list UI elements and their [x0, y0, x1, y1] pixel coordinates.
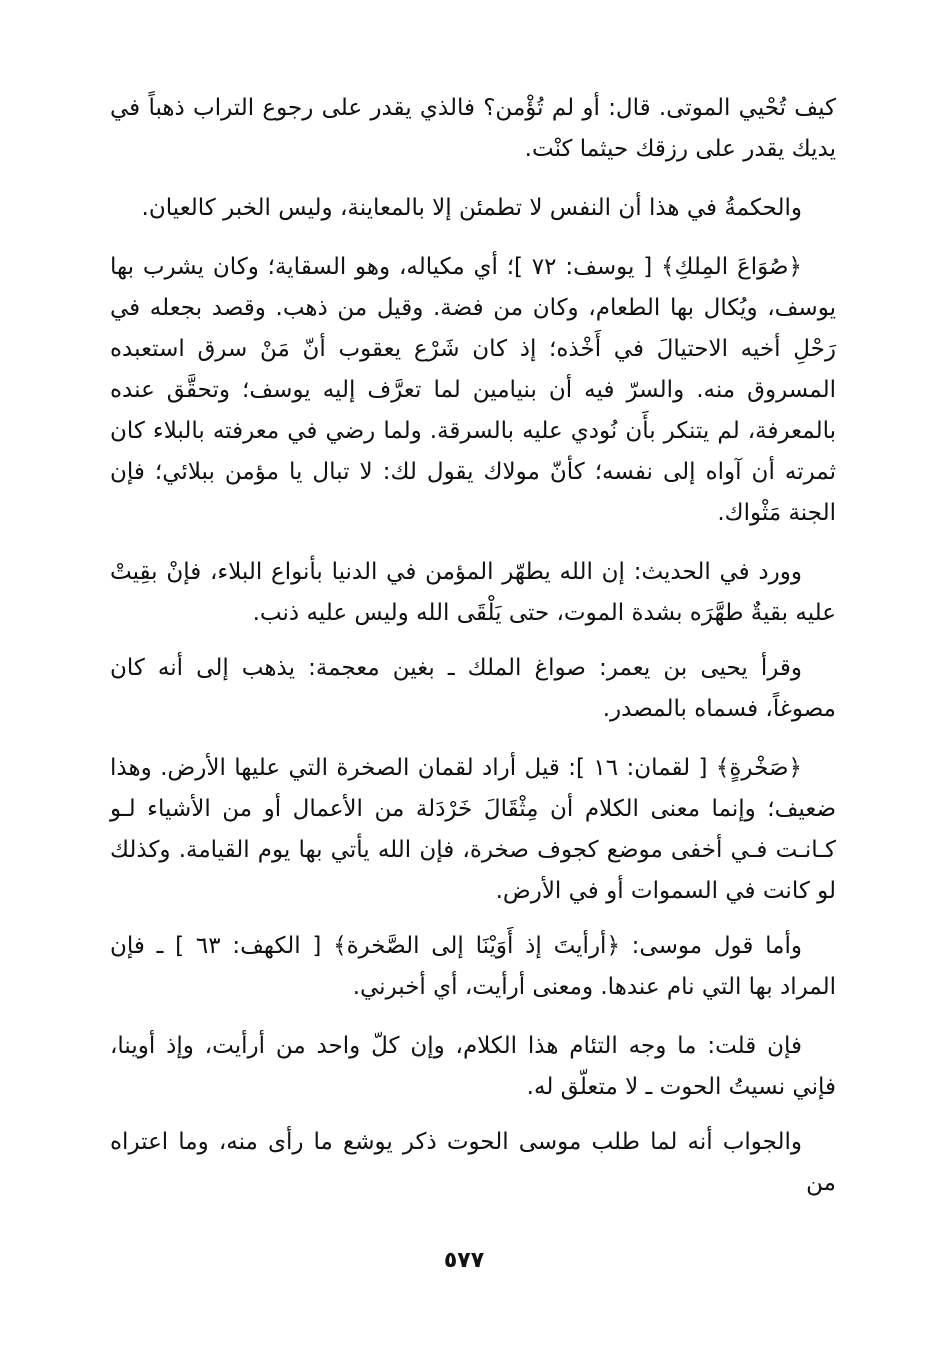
paragraph-4: وورد في الحديث: إن الله يطهّر المؤمن في الدنيا بأنواع البلاء، فإنْ بقِيتْ عليه بقيةٌ طهَّرَه بشدة الموت، حتى يَلْقَى الله وليس عليه ذنب.: [110, 559, 836, 626]
page-body-text: [110, 88, 836, 1222]
paragraph-6: ﴿صَخْرةٍ﴾ [ لقمان: ١٦ ]: قيل أراد لقمان الصخرة التي عليها الأرض. وهذا ضعيف؛ وإنما معنى الكلام أن مِثْقَالَ خَرْدَلة من الأعمال أو من الأشياء لـو كـانـت فـي أخفى موضع كجوف صخرة، فإن الله يأتي بها يوم القيامة. وكذلك لو كانت في السموات أو في الأرض.: [110, 755, 836, 904]
paragraph-7: وأما قول موسى: ﴿أرأيتَ إذ أَوَيْنَا إلى الصَّخرة﴾ [ الكهف: ٦٣ ] ـ فإن المراد بها التي نام عندها. ومعنى أرأيت، أي أخبرني.: [110, 933, 836, 1000]
paragraph-8: فإن قلت: ما وجه التئام هذا الكلام، وإن كلّ واحد من أرأيت، وإذ أوينا، فإني نسيتُ الحوت ـ لا متعلّق له.: [110, 1033, 836, 1100]
paragraph-5: وقرأ يحيى بن يعمر: صواغ الملك ـ بغين معجمة: يذهب إلى أنه كان مصوغاً، فسماه بالمصدر.: [110, 655, 836, 722]
paragraph-3: ﴿صُوَاعَ المِلكِ﴾ [ يوسف: ٧٢ ]؛ أي مكياله، وهو السقاية؛ وكان يشرب بها يوسف، ويُكال بها الطعام، وكان من فضة. وقيل من ذهب. وقصد بجعله في رَحْلِ أخيه الاحتيالَ في أَخْذه؛ إذ كان شَرْع يعقوب أنّ مَنْ سرق استعبده المسروق منه. والسرّ فيه أن بنيامين لما تعرَّف إليه يوسف؛ وتحقَّق عنده بالمعرفة، لم يتنكر بأَن نُودي عليه بالسرقة. ولما رضي في معرفته بالبلاء كان ثمرته أن آواه إلى نفسه؛ كأنّ مولاك يقول لك: لا تبال يا مؤمن ببلائي؛ فإن الجنة مَثْواك.: [110, 254, 836, 526]
paragraph-2: والحكمةُ في هذا أن النفس لا تطمئن إلا بالمعاينة، وليس الخبر كالعيان.: [141, 195, 802, 221]
paragraph-9: والجواب أنه لما طلب موسى الحوت ذكر يوشع ما رأى منه، وما اعتراه من: [110, 1129, 836, 1196]
page-number: ٥٧٧: [443, 1248, 485, 1273]
paragraph-1: كيف تُحْيي الموتى. قال: أو لم تُؤْمن؟ فالذي يقدر على رجوع التراب ذهباً في يديك يقدر على رزقك حيثما كنْت.: [110, 95, 836, 162]
